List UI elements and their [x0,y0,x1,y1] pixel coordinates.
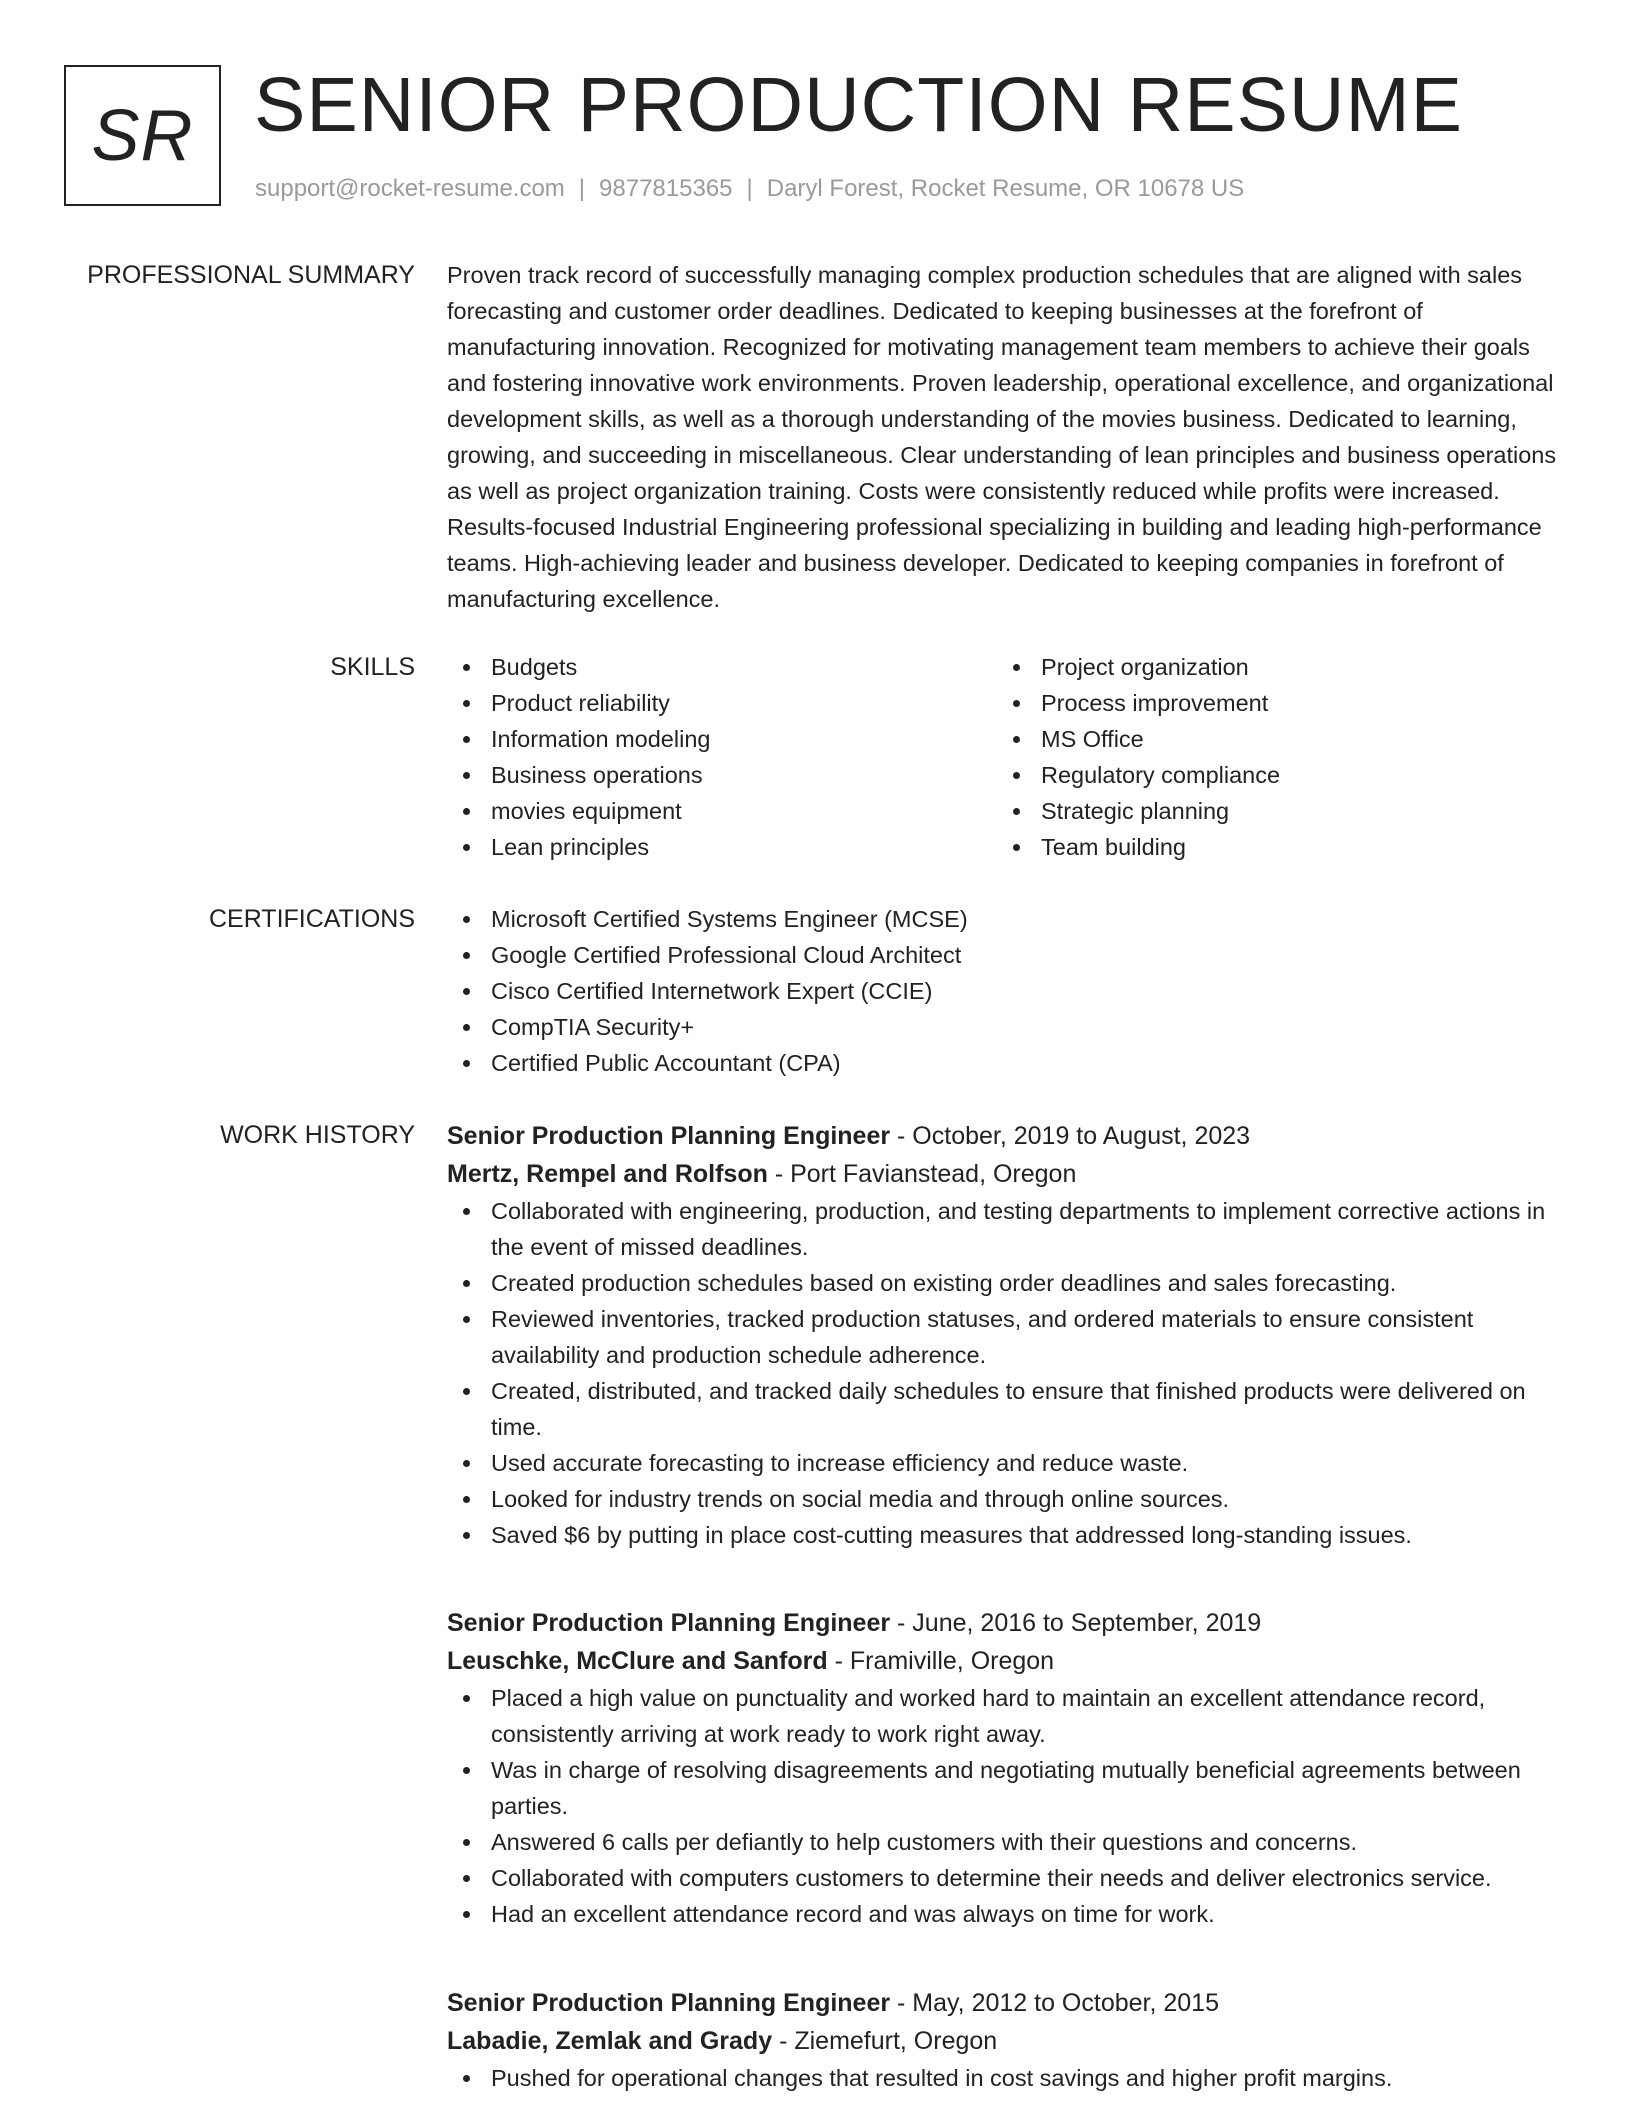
job-company: Mertz, Rempel and Rolfson [447,1160,768,1188]
skills-label: SKILLS [330,653,415,681]
skills-body [447,649,1567,865]
job-bullet: Saved $6 by putting in place cost-cutting measures that addressed long-standing issues. [447,1517,1567,1553]
job-entry [447,1984,1567,2096]
skill-item: Project organization [997,649,1547,685]
job-bullet: Collaborated with computers customers to determine their needs and deliver electronics service. [447,1860,1567,1896]
job-company-line [447,1642,1567,1680]
contact-line [255,175,1244,203]
job-dates: - October, 2019 to August, 2023 [890,1122,1251,1150]
job-bullet: Had an excellent attendance record and was always on time for work. [447,1896,1567,1932]
summary-label: PROFESSIONAL SUMMARY [87,261,415,289]
certifications-label: CERTIFICATIONS [208,905,415,933]
skill-item: Product reliability [447,685,997,721]
job-dates: - May, 2012 to October, 2015 [890,1989,1219,2017]
job-bullets [447,1193,1567,1553]
job-location: - Port Favianstead, Oregon [767,1160,1077,1188]
contact-email: support@rocket-resume.com [255,175,565,202]
skill-item: Lean principles [447,829,997,865]
job-title-line [447,1117,1567,1155]
monogram-logo: SR [64,65,221,206]
certification-item: Cisco Certified Internetwork Expert (CCIE) [447,973,1567,1009]
job-bullet: Pushed for operational changes that resulted in cost savings and higher profit margins. [447,2060,1567,2096]
certifications-body [447,901,1567,1081]
skills-grid [447,649,1567,865]
skill-item: Regulatory compliance [997,757,1547,793]
certification-item: Google Certified Professional Cloud Architect [447,937,1567,973]
job-bullet: Created, distributed, and tracked daily schedules to ensure that finished products were delivered on time. [447,1373,1567,1445]
certification-item: CompTIA Security+ [447,1009,1567,1045]
job-title: Senior Production Planning Engineer [447,1989,891,2017]
skill-item: Budgets [447,649,997,685]
job-entry [447,1604,1567,1932]
job-location: - Framiville, Oregon [827,1647,1055,1675]
resume-title: SENIOR PRODUCTION RESUME [254,62,1464,148]
job-bullet: Placed a high value on punctuality and worked hard to maintain an excellent attendance record, consistently arriving at work ready to work right away. [447,1680,1567,1752]
skill-item: Process improvement [997,685,1547,721]
job-bullet: Looked for industry trends on social media and through online sources. [447,1481,1567,1517]
job-bullet: Was in charge of resolving disagreements and negotiating mutually beneficial agreements between parties. [447,1752,1567,1824]
job-company: Leuschke, McClure and Sanford [447,1647,828,1675]
job-location: - Ziemefurt, Oregon [772,2027,998,2055]
skills-list-right [997,649,1547,865]
job-title-line [447,1604,1567,1642]
skill-item: MS Office [997,721,1547,757]
skill-item: movies equipment [447,793,997,829]
contact-separator: | [578,175,586,202]
job-dates: - June, 2016 to September, 2019 [890,1609,1262,1637]
job-title: Senior Production Planning Engineer [447,1609,891,1637]
contact-phone: 9877815365 [599,175,733,202]
job-title-line [447,1984,1567,2022]
job-company-line [447,2022,1567,2060]
job-bullet: Created production schedules based on existing order deadlines and sales forecasting. [447,1265,1567,1301]
certifications-list [447,901,1567,1081]
skill-item: Information modeling [447,721,997,757]
skill-item: Team building [997,829,1547,865]
skill-item: Strategic planning [997,793,1547,829]
skill-item: Business operations [447,757,997,793]
summary-text: Proven track record of successfully managing complex production schedules that are aligned with sales forecasting and customer order deadlines. Dedicated to keeping businesses at the forefront of manufacturing innovation. Recognized for motivating management team members to achieve their goals and fostering innovative work environments. Proven leadership, operational excellence, and organizational development skills, as well as a thorough understanding of the movies business. Dedicated to learning, growing, and succeeding in miscellaneous. Clear understanding of lean principles and business operations as well as project organization training. Costs were consistently reduced while profits were increased. Results-focused Industrial Engineering professional specializing in building and leading high-performance teams. High-achieving leader and business developer. Dedicated to keeping companies in forefront of manufacturing excellence. [447,262,1557,612]
job-company: Labadie, Zemlak and Grady [447,2027,773,2055]
job-bullets [447,2060,1567,2096]
job-entry [447,1117,1567,1553]
job-bullet: Used accurate forecasting to increase efficiency and reduce waste. [447,1445,1567,1481]
skills-list-left [447,649,997,865]
job-title: Senior Production Planning Engineer [447,1122,891,1150]
work-history-label: WORK HISTORY [220,1121,415,1149]
certification-item: Microsoft Certified Systems Engineer (MCSE) [447,901,1567,937]
job-bullet: Collaborated with engineering, production, and testing departments to implement corrective actions in the event of missed deadlines. [447,1193,1567,1265]
job-bullet: Reviewed inventories, tracked production statuses, and ordered materials to ensure consistent availability and production schedule adherence. [447,1301,1567,1373]
contact-separator: | [746,175,753,202]
summary-body [447,257,1567,617]
job-bullet: Answered 6 calls per defiantly to help customers with their questions and concerns. [447,1824,1567,1860]
job-bullets [447,1680,1567,1932]
contact-address: Daryl Forest, Rocket Resume, OR 10678 US [766,175,1245,202]
resume-header [64,62,1564,210]
job-company-line [447,1155,1567,1193]
certification-item: Certified Public Accountant (CPA) [447,1045,1567,1081]
